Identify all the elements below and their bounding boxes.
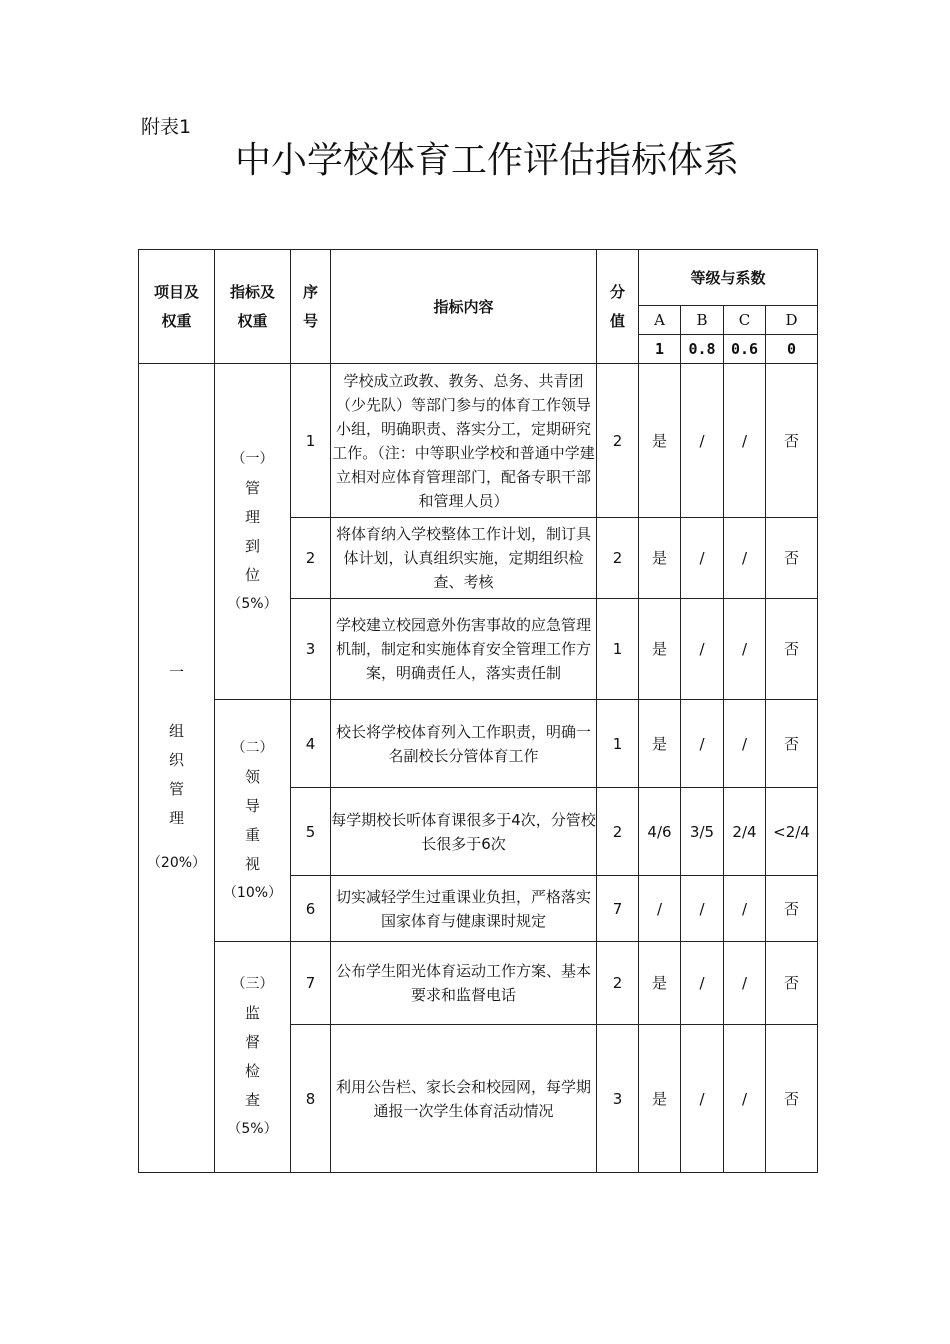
- row-score: 1: [597, 700, 639, 788]
- evaluation-table: [138, 249, 818, 1173]
- table-row: [139, 942, 818, 1025]
- row-grade-d: 否: [766, 364, 818, 518]
- header-content: 指标内容: [331, 250, 597, 364]
- coefficient-c: 0.6: [724, 335, 766, 364]
- grade-b: B: [681, 306, 724, 335]
- row-grade-d: 否: [766, 1025, 818, 1173]
- grade-a: A: [639, 306, 681, 335]
- row-score: 1: [597, 599, 639, 700]
- header-grade-title: 等级与系数: [639, 250, 818, 306]
- row-score: 2: [597, 518, 639, 599]
- header-score: 分 值: [597, 250, 639, 364]
- row-grade-b: /: [681, 518, 724, 599]
- row-grade-b: /: [681, 876, 724, 942]
- document-title: 中小学校体育工作评估指标体系: [234, 140, 739, 181]
- row-grade-a: /: [639, 876, 681, 942]
- row-grade-a: 是: [639, 518, 681, 599]
- row-seq: 1: [291, 364, 331, 518]
- row-content: 将体育纳入学校整体工作计划，制订具体计划，认真组织实施，定期组织检查、考核: [331, 518, 597, 599]
- row-score: 2: [597, 942, 639, 1025]
- row-grade-b: /: [681, 700, 724, 788]
- row-seq: 4: [291, 700, 331, 788]
- row-seq: 2: [291, 518, 331, 599]
- group-cell-supervision: （三） 监 督 检 查 （5%）: [215, 942, 291, 1173]
- row-grade-b: /: [681, 942, 724, 1025]
- row-grade-b: /: [681, 364, 724, 518]
- row-content: 学校建立校园意外伤害事故的应急管理机制，制定和实施体育安全管理工作方案，明确责任人，落实责任制: [331, 599, 597, 700]
- row-grade-a: 是: [639, 942, 681, 1025]
- row-seq: 7: [291, 942, 331, 1025]
- row-grade-c: /: [724, 364, 766, 518]
- coefficient-b: 0.8: [681, 335, 724, 364]
- row-seq: 3: [291, 599, 331, 700]
- row-seq: 5: [291, 788, 331, 876]
- row-grade-c: /: [724, 599, 766, 700]
- row-content: 每学期校长听体育课很多于4次，分管校长很多于6次: [331, 788, 597, 876]
- header-seq: 序 号: [291, 250, 331, 364]
- table-row: [139, 700, 818, 788]
- row-grade-a: 4/6: [639, 788, 681, 876]
- row-content: 校长将学校体育列入工作职责，明确一名副校长分管体育工作: [331, 700, 597, 788]
- row-grade-b: /: [681, 599, 724, 700]
- row-score: 2: [597, 788, 639, 876]
- row-grade-a: 是: [639, 700, 681, 788]
- grade-c: C: [724, 306, 766, 335]
- row-grade-c: 2/4: [724, 788, 766, 876]
- row-content: 切实减轻学生过重课业负担，严格落实国家体育与健康课时规定: [331, 876, 597, 942]
- grade-d: D: [766, 306, 818, 335]
- row-score: 2: [597, 364, 639, 518]
- row-grade-a: 是: [639, 364, 681, 518]
- row-score: 3: [597, 1025, 639, 1173]
- coefficient-d: 0: [766, 335, 818, 364]
- header-indicator-weight: 指标及 权重: [215, 250, 291, 364]
- row-content: 公布学生阳光体育运动工作方案、基本要求和监督电话: [331, 942, 597, 1025]
- table-row: [139, 364, 818, 518]
- row-grade-d: <2/4: [766, 788, 818, 876]
- row-grade-d: 否: [766, 876, 818, 942]
- row-grade-c: /: [724, 942, 766, 1025]
- row-grade-d: 否: [766, 942, 818, 1025]
- row-grade-d: 否: [766, 599, 818, 700]
- appendix-label: 附表1: [141, 116, 192, 138]
- row-grade-d: 否: [766, 700, 818, 788]
- row-grade-c: /: [724, 876, 766, 942]
- project-cell: 一 组 织 管 理 （20%）: [139, 364, 215, 1173]
- row-grade-b: 3/5: [681, 788, 724, 876]
- row-content: 学校成立政教、教务、总务、共青团（少先队）等部门参与的体育工作领导小组，明确职责、落实分工，定期研究工作。（注：中等职业学校和普通中学建立相对应体育管理部门，配备专职干部和管理人员）: [331, 364, 597, 518]
- group-cell-management: （一） 管 理 到 位 （5%）: [215, 364, 291, 700]
- row-grade-c: /: [724, 700, 766, 788]
- row-seq: 8: [291, 1025, 331, 1173]
- group-cell-leadership: （二） 领 导 重 视 （10%）: [215, 700, 291, 942]
- header-project-weight: 项目及 权重: [139, 250, 215, 364]
- row-grade-c: /: [724, 1025, 766, 1173]
- row-content: 利用公告栏、家长会和校园网，每学期通报一次学生体育活动情况: [331, 1025, 597, 1173]
- coefficient-a: 1: [639, 335, 681, 364]
- row-grade-d: 否: [766, 518, 818, 599]
- row-grade-b: /: [681, 1025, 724, 1173]
- row-grade-c: /: [724, 518, 766, 599]
- row-seq: 6: [291, 876, 331, 942]
- row-grade-a: 是: [639, 1025, 681, 1173]
- row-grade-a: 是: [639, 599, 681, 700]
- row-score: 7: [597, 876, 639, 942]
